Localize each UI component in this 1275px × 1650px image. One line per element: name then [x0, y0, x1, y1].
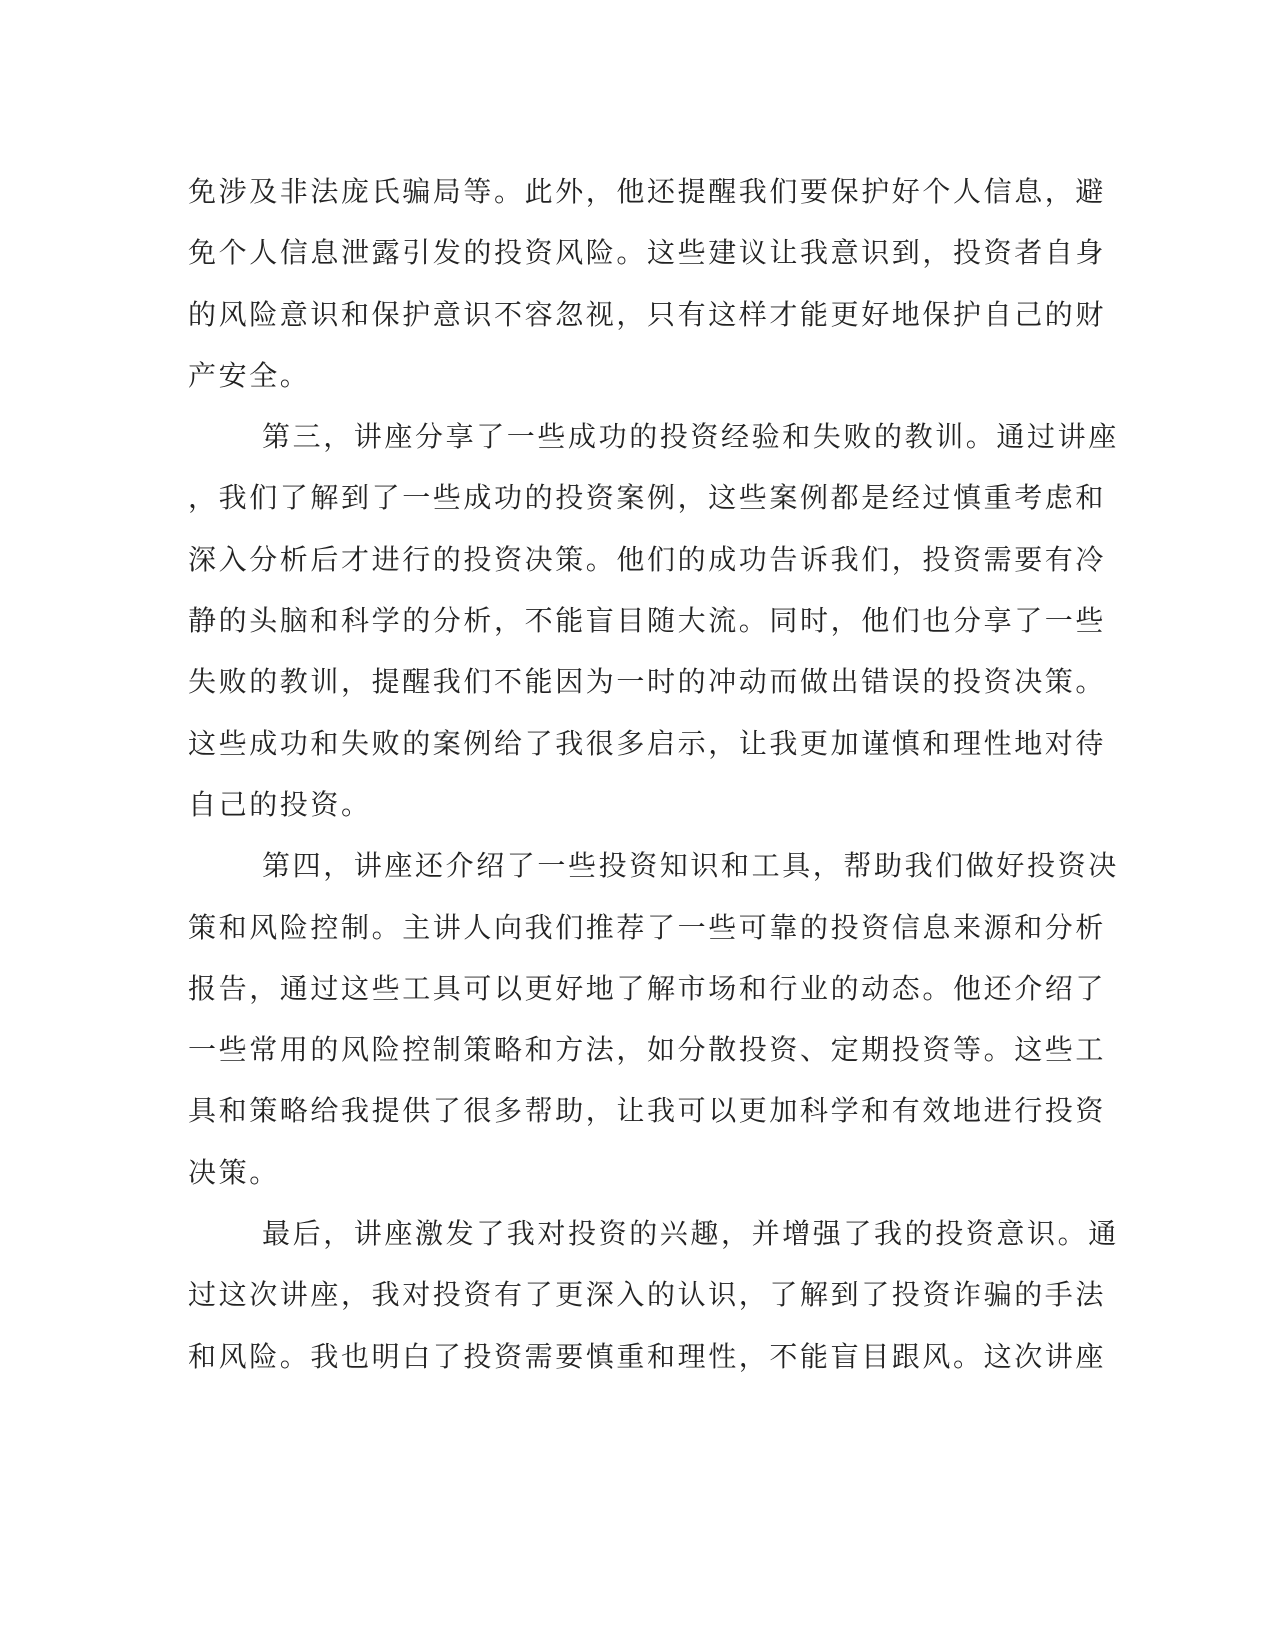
text-line: 这些成功和失败的案例给了我很多启示，让我更加谨慎和理性地对待 [188, 726, 1107, 760]
text-line: 和风险。我也明白了投资需要慎重和理性，不能盲目跟风。这次讲座 [188, 1339, 1107, 1373]
text-line: 自己的投资。 [188, 787, 372, 821]
text-line: 决策。 [188, 1155, 280, 1189]
paragraph-first-line: 第四，讲座还介绍了一些投资知识和工具，帮助我们做好投资决 [262, 849, 1119, 883]
text-line: 报告，通过这些工具可以更好地了解市场和行业的动态。他还介绍了 [188, 971, 1107, 1005]
text-line: 一些常用的风险控制策略和方法，如分散投资、定期投资等。这些工 [188, 1033, 1107, 1067]
text-line: 具和策略给我提供了很多帮助，让我可以更加科学和有效地进行投资 [188, 1094, 1107, 1128]
text-line: 深入分析后才进行的投资决策。他们的成功告诉我们，投资需要有冷 [188, 542, 1107, 576]
text-line: 策和风险控制。主讲人向我们推荐了一些可靠的投资信息来源和分析 [188, 910, 1107, 944]
text-line: 过这次讲座，我对投资有了更深入的认识，了解到了投资诈骗的手法 [188, 1278, 1107, 1312]
text-line: 免涉及非法庞氏骗局等。此外，他还提醒我们要保护好个人信息，避 [188, 175, 1107, 208]
text-line: 静的头脑和科学的分析，不能盲目随大流。同时，他们也分享了一些 [188, 604, 1107, 638]
text-line: ，我们了解到了一些成功的投资案例，这些案例都是经过慎重考虑和 [188, 481, 1107, 515]
text-line: 的风险意识和保护意识不容忽视，只有这样才能更好地保护自己的财 [188, 297, 1107, 331]
paragraph-first-line: 最后，讲座激发了我对投资的兴趣，并增强了我的投资意识。通 [262, 1217, 1119, 1251]
text-line: 产安全。 [188, 358, 311, 392]
document-body [188, 161, 1119, 1387]
text-line: 免个人信息泄露引发的投资风险。这些建议让我意识到，投资者自身 [188, 236, 1107, 270]
paragraph-first-line: 第三，讲座分享了一些成功的投资经验和失败的教训。通过讲座 [262, 420, 1119, 454]
text-line: 失败的教训，提醒我们不能因为一时的冲动而做出错误的投资决策。 [188, 665, 1107, 699]
